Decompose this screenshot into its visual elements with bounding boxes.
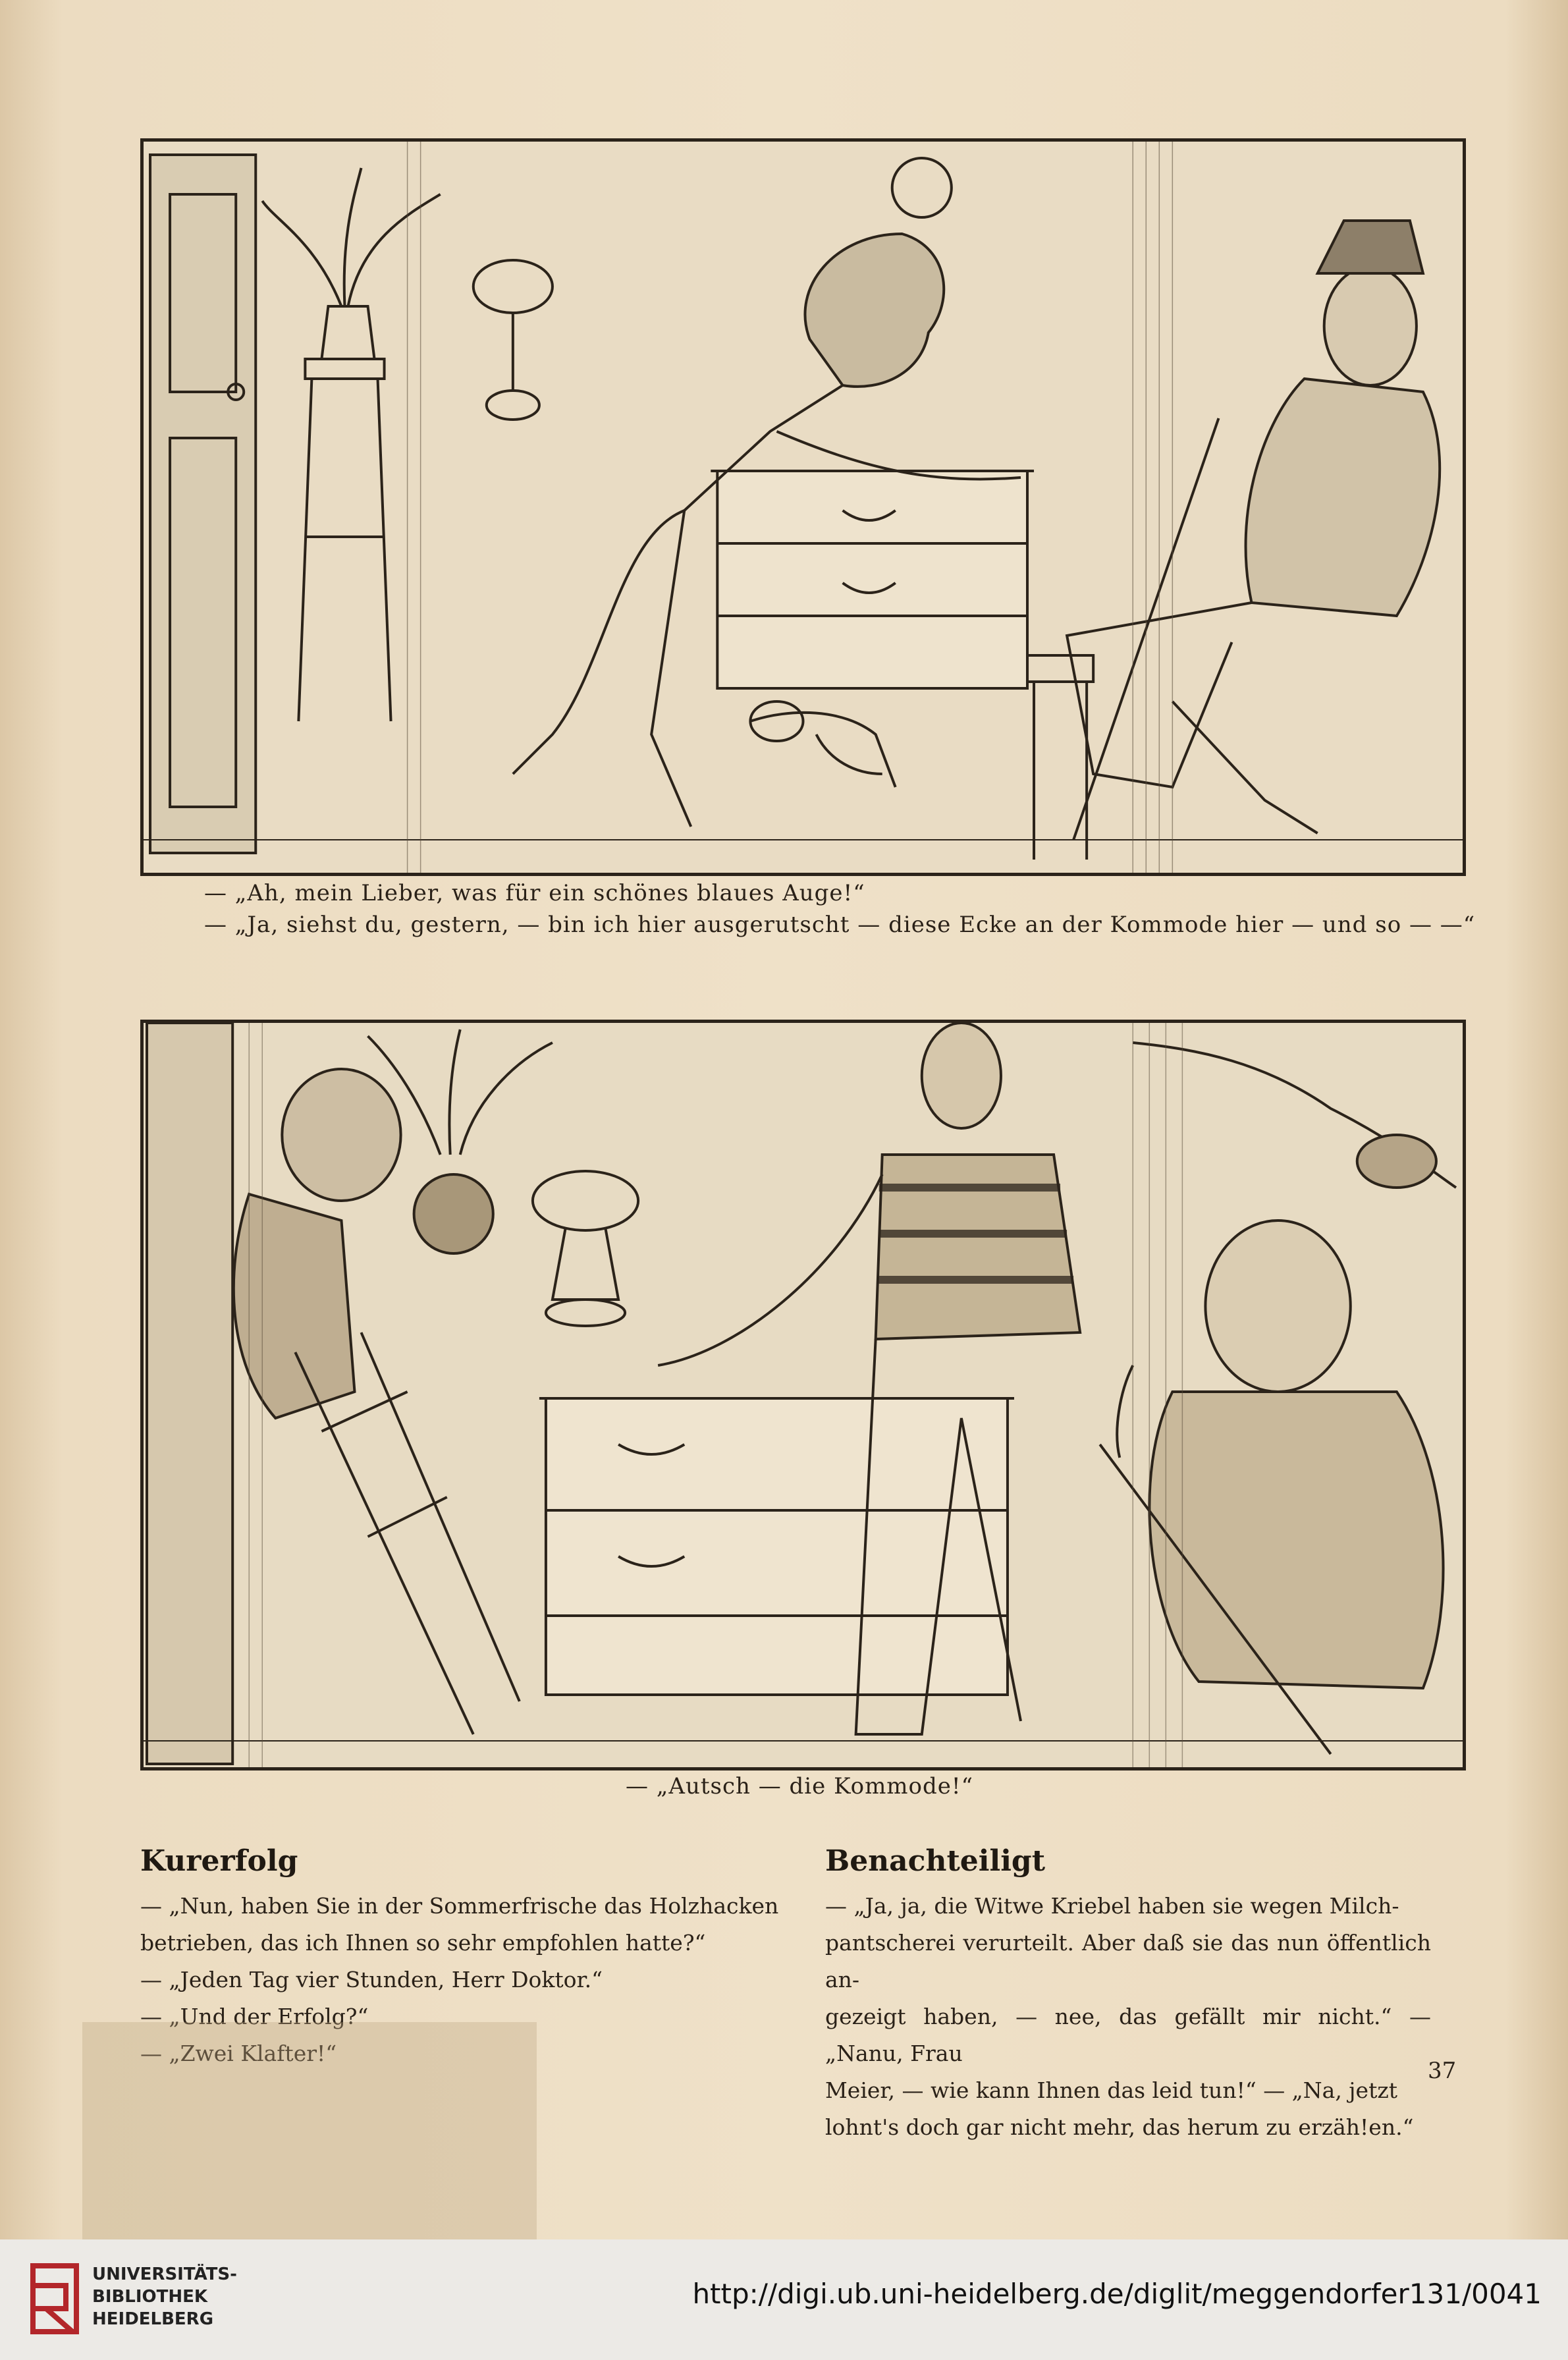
panel1-caption-line1: — „Ah, mein Lieber, was für ein schönes blaues Auge!“ (204, 880, 865, 906)
article-left-title: Kurerfolg (140, 1844, 298, 1878)
library-name (92, 2263, 237, 2330)
illustration-bottom-drawing (144, 1023, 1463, 1767)
article-left-line: — „Zwei Klafter!“ (140, 2041, 337, 2066)
panel1-caption-line2: — „Ja, siehst du, gestern, — bin ich hier ausgerutscht — diese Ecke an der Kommode hier — und so — —“ (204, 912, 1476, 938)
footer-bar (0, 2239, 1568, 2360)
source-url-link[interactable]: http://digi.ub.uni-heidelberg.de/diglit/meggendorfer131/0041 (692, 2278, 1542, 2310)
article-left-line: — „Und der Erfolg?“ (140, 2004, 369, 2029)
article-left-line: — „Nun, haben Sie in der Sommerfrische das Holzhacken (140, 1893, 779, 1919)
library-name-line2: BIBLIOTHEK (92, 2287, 208, 2307)
paper-stain (82, 2022, 537, 2239)
library-name-line1: UNIVERSITÄTS- (92, 2264, 237, 2284)
article-right-title: Benachteiligt (825, 1844, 1046, 1878)
article-right-text (825, 1888, 1431, 2146)
page-number: 37 (1428, 2058, 1457, 2084)
illustration-bottom (140, 1020, 1466, 1770)
article-left-line: betrieben, das ich Ihnen so sehr empfohlen hatte?“ (140, 1930, 706, 1956)
article-right-line: — „Ja, ja, die Witwe Kriebel haben sie wegen Milch- (825, 1893, 1399, 1919)
article-left-line: — „Jeden Tag vier Stunden, Herr Doktor.“ (140, 1967, 603, 1992)
library-logo-icon (26, 2259, 83, 2338)
library-name-line3: HEIDELBERG (92, 2309, 214, 2329)
article-right-line: gezeigt haben, — nee, das gefällt mir nicht.“ — „Nanu, Frau (825, 2004, 1431, 2066)
article-right-line: pantscherei verurteilt. Aber daß sie das nun öffentlich an- (825, 1930, 1431, 1992)
illustration-top-drawing (144, 142, 1463, 873)
panel2-caption: — „Autsch — die Kommode!“ (626, 1773, 973, 1799)
illustration-top (140, 138, 1466, 876)
article-right-line: Meier, — wie kann Ihnen das leid tun!“ — „Na, jetzt (825, 2077, 1397, 2103)
article-right-line: lohnt's doch gar nicht mehr, das herum zu erzäh!en.“ (825, 2114, 1414, 2140)
